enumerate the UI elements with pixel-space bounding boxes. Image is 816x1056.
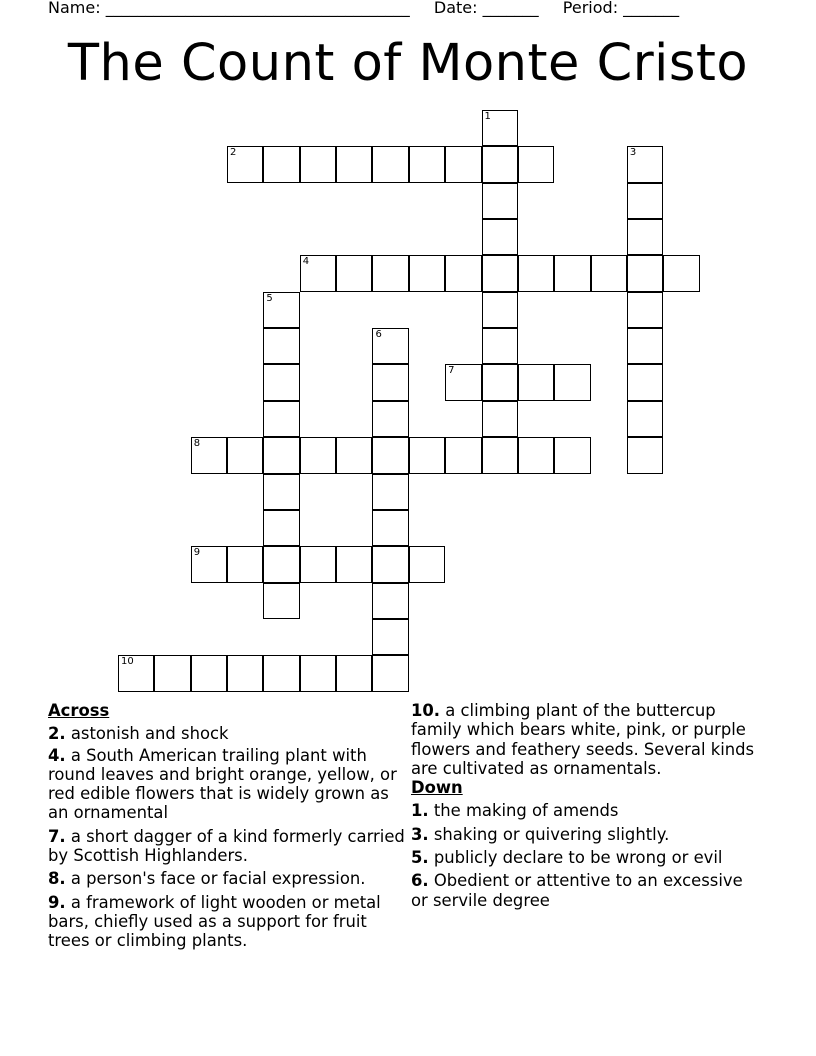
down-heading: Down xyxy=(411,778,463,798)
grid-cell[interactable] xyxy=(300,255,336,291)
clue-across-8: 8. a person's face or facial expression. xyxy=(48,869,366,889)
grid-cell[interactable] xyxy=(336,146,372,182)
period-blank[interactable]: _______ xyxy=(623,0,680,17)
grid-cell[interactable] xyxy=(409,146,445,182)
grid-cell[interactable] xyxy=(591,255,627,291)
clue-number: 9 xyxy=(193,547,201,559)
grid-cell[interactable] xyxy=(627,292,663,328)
grid-cell[interactable] xyxy=(554,437,590,473)
grid-cell[interactable] xyxy=(336,655,372,691)
grid-cell[interactable] xyxy=(518,146,554,182)
clue-down-1: 1. the making of amends xyxy=(411,801,619,821)
grid-cell[interactable] xyxy=(627,146,663,182)
grid-cell[interactable] xyxy=(627,219,663,255)
grid-cell[interactable] xyxy=(482,437,518,473)
grid-cell[interactable] xyxy=(336,255,372,291)
period-label: Period: xyxy=(562,0,619,17)
clue-number: 10 xyxy=(121,656,134,668)
grid-cell[interactable] xyxy=(263,583,299,619)
grid-cell[interactable] xyxy=(482,146,518,182)
grid-cell[interactable] xyxy=(409,546,445,582)
grid-cell[interactable] xyxy=(482,110,518,146)
clue-number: 4 xyxy=(302,256,310,268)
clue-number: 1 xyxy=(484,111,491,122)
grid-cell[interactable] xyxy=(191,546,227,582)
grid-cell[interactable] xyxy=(627,328,663,364)
grid-cell[interactable] xyxy=(445,437,481,473)
grid-cell[interactable] xyxy=(263,292,299,328)
grid-cell[interactable] xyxy=(372,437,408,473)
grid-cell[interactable] xyxy=(263,546,299,582)
clue-across-9: 9. a framework of light wooden or metal bars, chiefly used as a support for fruit trees or climbing plants. xyxy=(48,892,381,951)
grid-cell[interactable] xyxy=(372,474,408,510)
grid-cell[interactable] xyxy=(372,510,408,546)
grid-cell[interactable] xyxy=(409,437,445,473)
grid-cell[interactable] xyxy=(227,437,263,473)
grid-cell[interactable] xyxy=(263,510,299,546)
grid-cell[interactable] xyxy=(482,364,518,400)
grid-cell[interactable] xyxy=(409,255,445,291)
grid-cell[interactable] xyxy=(482,183,518,219)
grid-cell[interactable] xyxy=(300,546,336,582)
grid-cell[interactable] xyxy=(663,255,699,291)
clues-right-column xyxy=(411,701,761,910)
grid-cell[interactable] xyxy=(372,401,408,437)
grid-cell[interactable] xyxy=(372,546,408,582)
clue-number: 5 xyxy=(266,292,273,304)
grid-cell[interactable] xyxy=(372,255,408,291)
clues-left-column xyxy=(48,701,408,951)
grid-cell[interactable] xyxy=(372,328,408,364)
grid-cell[interactable] xyxy=(263,655,299,691)
grid-cell[interactable] xyxy=(518,255,554,291)
clue-number: 7 xyxy=(448,365,455,377)
grid-cell[interactable] xyxy=(227,146,263,182)
grid-cell[interactable] xyxy=(263,474,299,510)
grid-cell[interactable] xyxy=(482,292,518,328)
grid-cell[interactable] xyxy=(118,655,154,691)
grid-cell[interactable] xyxy=(445,146,481,182)
grid-cell[interactable] xyxy=(336,437,372,473)
clue-down-6: 6. Obedient or attentive to an excessive or servile degree xyxy=(411,871,743,910)
grid-cell[interactable] xyxy=(372,619,408,655)
grid-cell[interactable] xyxy=(372,655,408,691)
grid-cell[interactable] xyxy=(482,255,518,291)
grid-cell[interactable] xyxy=(445,255,481,291)
clue-number: 6 xyxy=(375,329,382,341)
grid-cell[interactable] xyxy=(336,546,372,582)
grid-cell[interactable] xyxy=(263,401,299,437)
grid-cell[interactable] xyxy=(227,546,263,582)
clue-across-2: 2. astonish and shock xyxy=(48,724,229,744)
grid-cell[interactable] xyxy=(300,655,336,691)
grid-cell[interactable] xyxy=(627,255,663,291)
grid-cell[interactable] xyxy=(191,655,227,691)
grid-cell[interactable] xyxy=(627,401,663,437)
grid-cell[interactable] xyxy=(263,328,299,364)
grid-cell[interactable] xyxy=(263,364,299,400)
grid-cell[interactable] xyxy=(554,364,590,400)
grid-cell[interactable] xyxy=(372,583,408,619)
clue-across-4: 4. a South American trailing plant with round leaves and bright orange, yellow, or red edible flowers that is widely grown as an ornamental xyxy=(48,745,397,823)
name-label: Name: xyxy=(48,0,101,17)
grid-cell[interactable] xyxy=(627,364,663,400)
grid-cell[interactable] xyxy=(300,146,336,182)
grid-cell[interactable] xyxy=(627,437,663,473)
grid-cell[interactable] xyxy=(263,437,299,473)
date-blank[interactable]: _______ xyxy=(482,0,539,17)
grid-cell[interactable] xyxy=(554,255,590,291)
grid-cell[interactable] xyxy=(263,146,299,182)
grid-cell[interactable] xyxy=(191,437,227,473)
grid-cell[interactable] xyxy=(300,437,336,473)
grid-cell[interactable] xyxy=(518,437,554,473)
grid-cell[interactable] xyxy=(482,401,518,437)
grid-cell[interactable] xyxy=(154,655,190,691)
clue-number: 2 xyxy=(230,147,237,159)
across-heading: Across xyxy=(48,701,110,720)
clue-number: 8 xyxy=(193,438,201,450)
name-blank[interactable]: ______________________________________ xyxy=(105,0,410,17)
grid-cell[interactable] xyxy=(372,146,408,182)
clue-across-10: 10. a climbing plant of the buttercup family which bears white, pink, or purple flowers and feathery seeds. Several kinds are cultivated as ornamentals. xyxy=(411,701,755,778)
grid-cell[interactable] xyxy=(482,219,518,255)
clue-down-3: 3. shaking or quivering slightly. xyxy=(411,824,670,844)
date-label: Date: xyxy=(433,0,478,17)
clue-across-7: 7. a short dagger of a kind formerly carried by Scottish Highlanders. xyxy=(48,826,405,866)
grid-cell[interactable] xyxy=(627,183,663,219)
grid-cell[interactable] xyxy=(227,655,263,691)
puzzle-title: The Count of Monte Cristo xyxy=(67,34,749,93)
clue-down-5: 5. publicly declare to be wrong or evil xyxy=(411,848,723,868)
grid-cell[interactable] xyxy=(482,328,518,364)
grid-cell[interactable] xyxy=(445,364,481,400)
clue-number: 3 xyxy=(629,147,637,159)
grid-cell[interactable] xyxy=(372,364,408,400)
grid-cell[interactable] xyxy=(518,364,554,400)
